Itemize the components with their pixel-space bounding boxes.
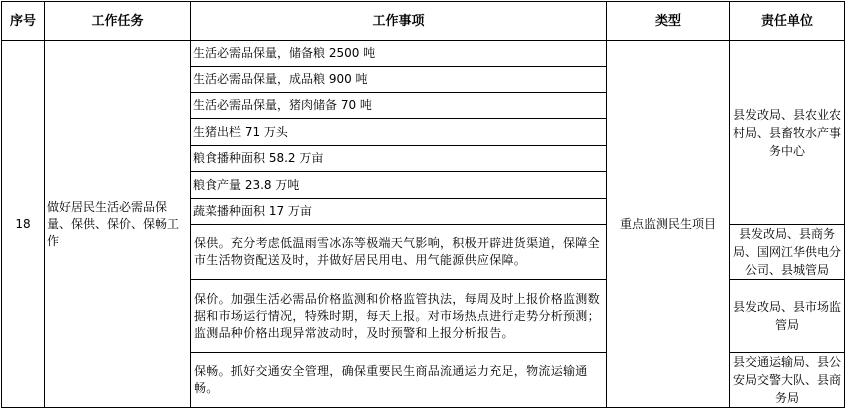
item-cell: 保畅。抓好交通安全管理，确保重要民生商品流通运力充足，物流运输通畅。 — [191, 353, 607, 408]
task-cell: 做好居民生活必需品保量、保供、保价、保畅工作 — [45, 41, 191, 408]
header-task: 工作任务 — [45, 2, 191, 41]
item-cell: 生活必需品保量，储备粮 2500 吨 — [191, 41, 607, 67]
unit-cell: 县发改局、县市场监管局 — [730, 280, 845, 353]
item-cell: 保供。充分考虑低温雨雪冰冻等极端天气影响，积极开辟进货渠道，保障全市生活物资配送及时，并做好居民用电、用气能源供应保障。 — [191, 225, 607, 280]
item-cell: 生活必需品保量，猪肉储备 70 吨 — [191, 93, 607, 119]
work-task-table — [1, 1, 845, 408]
item-cell: 粮食播种面积 58.2 万亩 — [191, 146, 607, 172]
type-cell: 重点监测民生项目 — [607, 41, 730, 408]
item-cell: 生猪出栏 71 万头 — [191, 119, 607, 146]
header-unit: 责任单位 — [730, 2, 845, 41]
seq-cell: 18 — [2, 41, 45, 408]
header-item: 工作事项 — [191, 2, 607, 41]
item-cell: 保价。加强生活必需品价格监测和价格监管执法，每周及时上报价格监测数据和市场运行情况，特殊时期，每天上报。对市场热点进行走势分析预测；监测品种价格出现异常波动时，及时预警和上报分析报告。 — [191, 280, 607, 353]
header-seq: 序号 — [2, 2, 45, 41]
item-cell: 生活必需品保量，成品粮 900 吨 — [191, 67, 607, 93]
item-cell: 蔬菜播种面积 17 万亩 — [191, 199, 607, 225]
header-row — [2, 2, 845, 41]
header-type: 类型 — [607, 2, 730, 41]
unit-cell: 县发改局、县农业农村局、县畜牧水产事务中心 — [730, 41, 845, 225]
unit-cell: 县发改局、县商务局、国网江华供电分公司、县城管局 — [730, 225, 845, 280]
unit-cell: 县交通运输局、县公安局交警大队、县商务局 — [730, 353, 845, 408]
item-cell: 粮食产量 23.8 万吨 — [191, 172, 607, 199]
table-row — [2, 41, 845, 67]
